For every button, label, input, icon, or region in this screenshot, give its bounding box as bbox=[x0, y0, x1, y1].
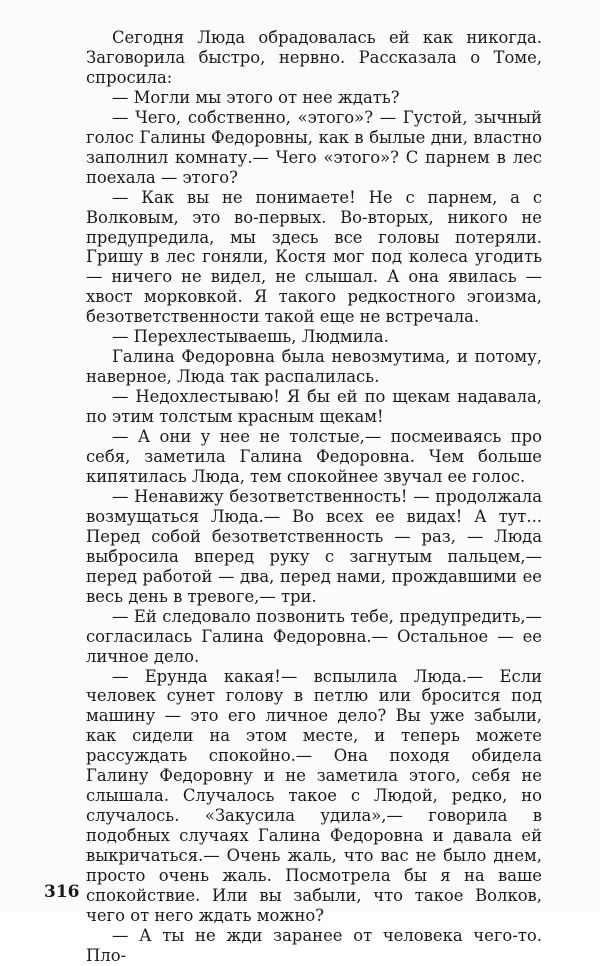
page-number: 316 bbox=[44, 882, 80, 902]
paragraph: — Перехлестываешь, Людмила. bbox=[112, 327, 389, 347]
paragraph: — Чего, собственно, «этого»? — Густой, зычный голос Галины Федоровны, как в былые дни, властно заполнил комнату.— Чего «этого»? С парнем в лес поехала — этого? bbox=[86, 107, 542, 187]
paragraph: — Недохлестываю! Я бы ей по щекам надавала, по этим толстым красным щекам! bbox=[86, 387, 542, 427]
paragraph: Сегодня Люда обрадовалась ей как никогда. Заговорила быстро, нервно. Рассказала о Томе, спросила: bbox=[86, 28, 542, 87]
page-text bbox=[86, 28, 542, 966]
paragraph: — Как вы не понимаете! Не с парнем, а с Волковым, это во-первых. Во-вторых, никого не предупредила, мы здесь все головы потеряли. Гришу в лес гоняли, Костя мог под колеса угодить — ничего не видел, не слышал. А она явилась — хвост морковкой. Я такого редкостного эгоизма, безответственности такой еще не встречала. bbox=[86, 187, 542, 327]
paragraph: — Ненавижу безответственность! — продолжала возмущаться Люда.— Во всех ее видах! А тут... Перед собой безответственность — раз, — Люда выбросила вперед руку с загнутым пальцем,— перед работой — два, перед нами, прождавшими ее весь день в тревоге,— три. bbox=[86, 486, 542, 606]
paragraph: Галина Федоровна была невозмутима, и потому, наверное, Люда так распалилась. bbox=[86, 347, 542, 387]
paragraph: — Могли мы этого от нее ждать? bbox=[112, 87, 400, 107]
paragraph: — А они у нее не толстые,— посмеиваясь про себя, заметила Галина Федоровна. Чем больше кипятилась Люда, тем спокойнее звучал ее голос. bbox=[86, 427, 542, 486]
paragraph: — Ей следовало позвонить тебе, предупредить,— согласилась Галина Федоровна.— Остальное — ее личное дело. bbox=[86, 606, 542, 666]
paragraph: — Ерунда какая!— вспылила Люда.— Если человек сунет голову в петлю или бросится под машину — это его личное дело? Вы уже забыли, как сидели на этом месте, и теперь можете рассуждать спокойно.— Она походя обидела Галину Федоровну и не заметила этого, себя не слышала. Случалось такое с Людой, редко, но случалось. «Закусила удила»,— говорила в подобных случаях Галина Федоровна и давала ей выкричаться.— Очень жаль, что вас не было днем, просто очень жаль. Посмотрела бы я на ваше спокойствие. Или вы забыли, что такое Волков, чего от него ждать можно? bbox=[86, 666, 542, 925]
paragraph: — А ты не жди заранее от человека чего-то. Пло- bbox=[86, 925, 542, 965]
